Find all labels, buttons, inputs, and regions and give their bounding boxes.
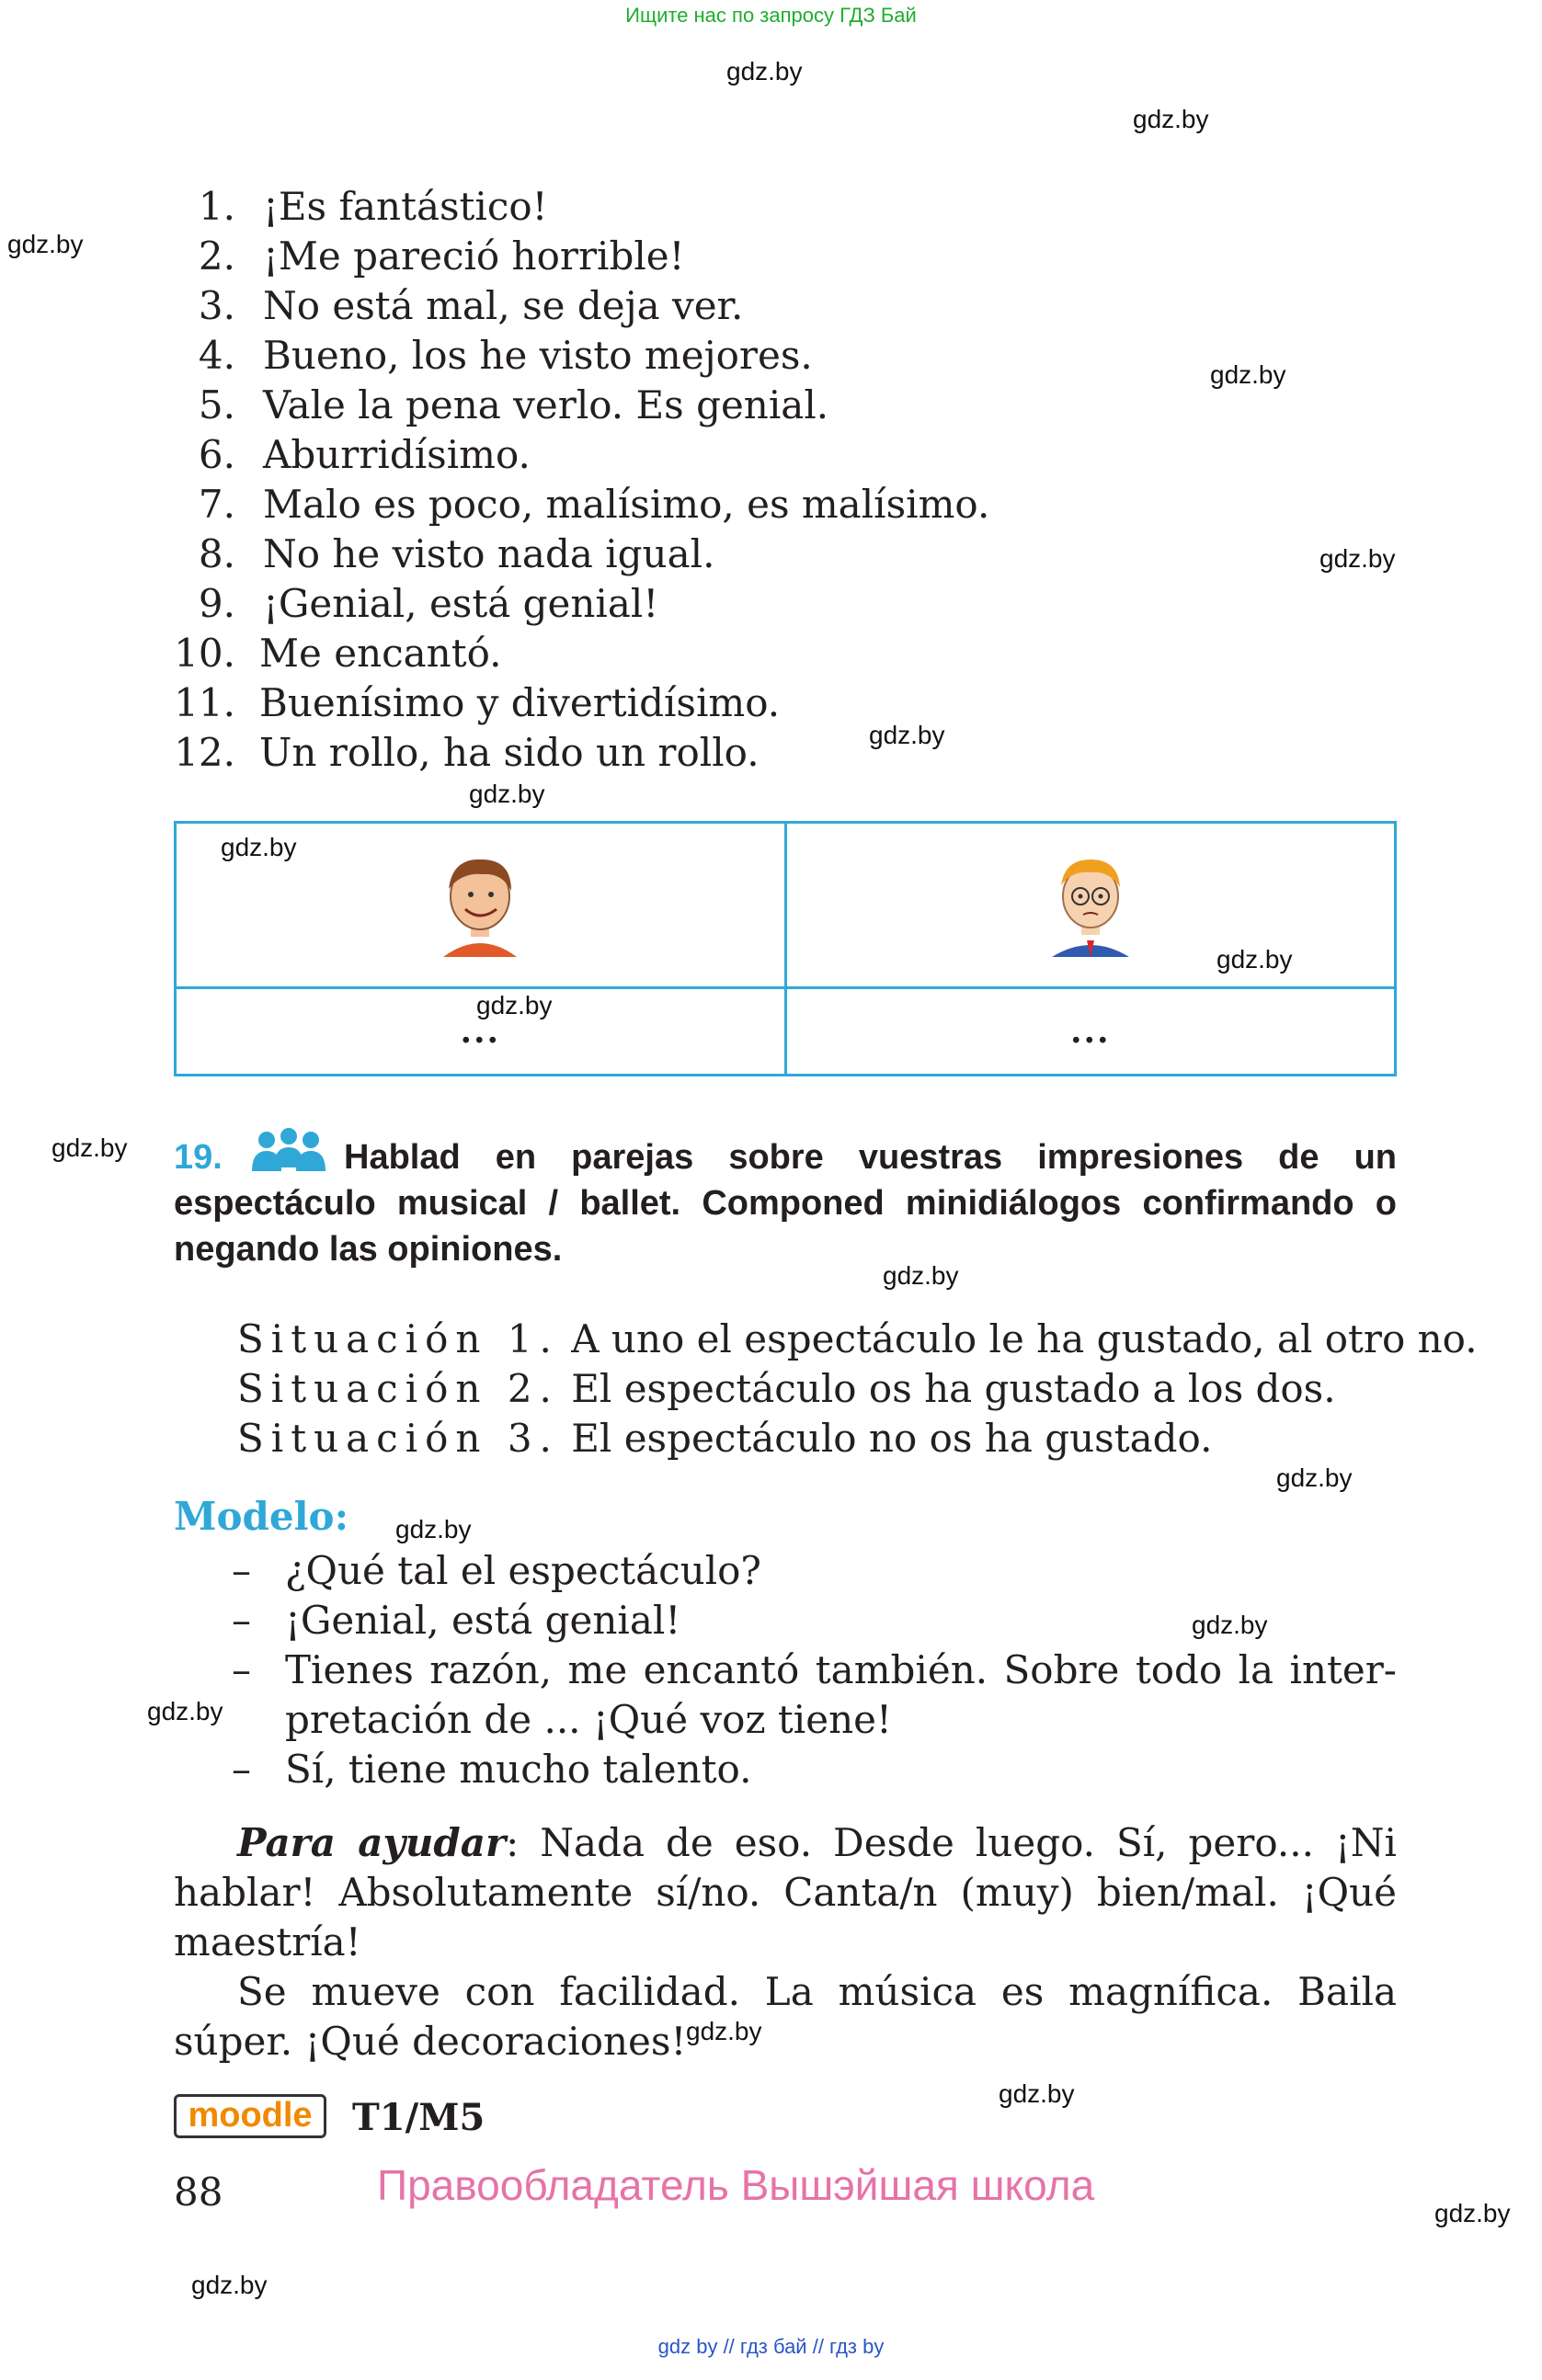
moodle-logo: moodle: [174, 2094, 326, 2138]
top-banner: Ищите нас по запросу ГДЗ Бай: [625, 4, 917, 27]
exercise-instruction: 19. Hablad en parejas sobre vuestras impresiones de un espectáculo musical / ballet. Componed minidiálogos confirmando o negando las opiniones.: [174, 1134, 1397, 1272]
list-item: 2. ¡Me pareció horrible!: [198, 233, 685, 279]
sad-boy-cell: [785, 823, 1396, 988]
dialogue-line: ¿Qué tal el espectáculo?: [285, 1548, 761, 1593]
right-answer-cell: ...: [785, 988, 1396, 1076]
watermark: gdz.by: [883, 1261, 959, 1290]
left-answer-cell: ...: [176, 988, 786, 1076]
watermark: gdz.by: [221, 833, 297, 861]
situation-1: Situación 1. A uno el espectáculo le ha gustado, al otro no.: [237, 1316, 1478, 1361]
watermark: gdz.by: [686, 2017, 762, 2045]
list-item: 8. No he visto nada igual.: [198, 531, 715, 576]
list-item: 7. Malo es poco, malísimo, es malísimo.: [198, 482, 990, 527]
list-item: 6. Aburridísimo.: [198, 432, 531, 477]
opinion-table: [174, 821, 1397, 1076]
situation-2: Situación 2. El espectáculo os ha gustado a los dos.: [237, 1366, 1336, 1411]
dialogue-line: Sí, tiene mucho talento.: [285, 1747, 752, 1792]
watermark: gdz.by: [469, 780, 545, 808]
situation-3: Situación 3. El espectáculo no os ha gustado.: [237, 1416, 1213, 1461]
watermark: gdz.by: [726, 57, 803, 85]
dialogue-line: ¡Genial, está genial!: [285, 1598, 681, 1643]
exercise-number: 19.: [174, 1138, 223, 1177]
happy-boy-illustration: [434, 848, 526, 959]
watermark: gdz.by: [1210, 360, 1286, 389]
dialogue-dash: –: [232, 1598, 251, 1643]
list-item: 12. Un rollo, ha sido un rollo.: [174, 730, 760, 775]
dialogue-dash: –: [232, 1747, 251, 1792]
list-item: 5. Vale la pena verlo. Es genial.: [198, 382, 829, 427]
list-item: 10. Me encantó.: [174, 631, 502, 676]
dialogue-dash: –: [232, 1647, 251, 1692]
glasses-boy-illustration: [1045, 848, 1137, 959]
watermark: gdz.by: [1319, 544, 1396, 573]
watermark: gdz.by: [7, 230, 84, 258]
list-item: 3. No está mal, se deja ver.: [198, 283, 744, 328]
list-item: 11. Buenísimo y divertidísimo.: [174, 680, 781, 725]
help-phrases-1: Para ayudar: Nada de eso. Desde luego. Sí, pero... ¡Ni hablar! Absolutamente sí/no. Canta/n (muy) bien/mal. ¡Qué maestría!: [174, 1820, 1397, 1964]
page-number: 88: [174, 2169, 223, 2215]
list-item: 4. Bueno, los he visto mejores.: [198, 333, 813, 378]
help-phrases-2: Se mueve con facilidad. La música es magnífica. Baila súper. ¡Qué decoraciones!: [174, 1969, 1397, 2064]
watermark: gdz.by: [147, 1697, 223, 1725]
modelo-heading: Modelo:: [174, 1494, 349, 1539]
dialogue-dash: –: [232, 1548, 251, 1593]
watermark: gdz.by: [999, 2079, 1075, 2108]
watermark: gdz.by: [191, 2271, 268, 2299]
footer-links[interactable]: gdz by // гдз бай // гдз by: [657, 2335, 885, 2358]
watermark: gdz.by: [395, 1515, 472, 1543]
watermark: gdz.by: [1216, 945, 1293, 974]
watermark: gdz.by: [1434, 2199, 1511, 2227]
watermark: gdz.by: [1133, 105, 1209, 133]
watermark: gdz.by: [476, 991, 553, 1019]
help-label: Para ayudar: [237, 1820, 507, 1865]
dialogue-line: pretación de ... ¡Qué voz tiene!: [285, 1697, 892, 1742]
watermark: gdz.by: [1276, 1463, 1353, 1492]
happy-boy-cell: [176, 823, 786, 988]
watermark: gdz.by: [51, 1133, 128, 1162]
moodle-reference: T1/M5: [352, 2096, 485, 2139]
copyright-notice: Правообладатель Вышэйшая школа: [377, 2161, 1095, 2209]
list-item: 9. ¡Genial, está genial!: [198, 581, 659, 626]
watermark: gdz.by: [1192, 1611, 1268, 1639]
phrase-list: [171, 182, 1091, 778]
watermark: gdz.by: [869, 721, 945, 749]
dialogue-line: Tienes razón, me encantó también. Sobre todo la inter-: [285, 1647, 1397, 1692]
list-item: 1. ¡Es fantástico!: [198, 184, 548, 229]
